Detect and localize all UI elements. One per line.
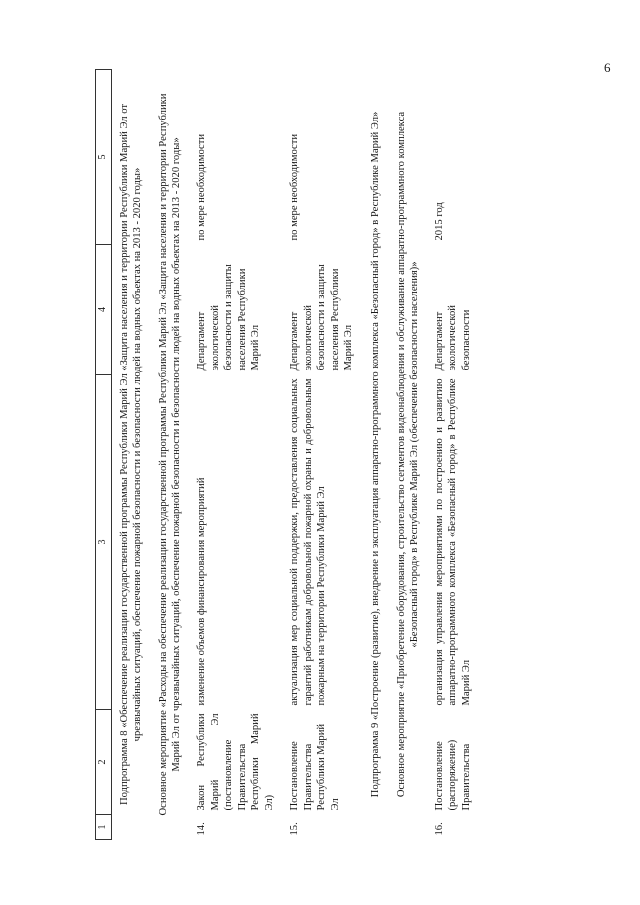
page-number: 6 xyxy=(604,60,611,75)
subprogram-8-title: Подпрограмма 8 «Обеспечение реализации государственной программы Республики Марий Эл «Защита населения и территории Республики Марий Эл от чрезвычайных ситуаций, обеспечение пожарной безопасности и безопасности людей на водных объектах на 2013 - 2020 годы» xyxy=(118,103,144,806)
rotated-page-content xyxy=(95,70,535,840)
row-14-content: изменение объемов финансирования мероприятий xyxy=(195,477,207,706)
row-16-term: 2015 год xyxy=(433,202,445,241)
row-14-term: по мере необходимости xyxy=(195,133,207,241)
column-number-4: 4 xyxy=(96,245,112,375)
table-header-row xyxy=(96,70,112,840)
row-16-document: Постановление (распоряжение) Правительства xyxy=(433,739,472,811)
subprogram-8-row xyxy=(111,70,151,840)
measure-9-title: Основное мероприятие «Приобретение оборудования, строительство сегментов видеонаблюдения и обслуживание аппаратно-программного комплекса «Безопасный город» в Республике Марий Эл (обеспечение безопасности населения)» xyxy=(395,111,421,798)
measure-8-row xyxy=(151,70,190,840)
row-16-content: организация управления мероприятиями по построению и развитию аппаратно-программного комплекса «Безопасный город» в Республике Марий Эл xyxy=(433,378,472,706)
row-15-content: актуализация мер социальной поддержки, предоставления социальных гарантий работникам добровольной пожарной охраны и добровольным пожарным на территории Республики Марий Эл xyxy=(289,378,328,706)
table-row xyxy=(190,70,283,840)
column-number-5: 5 xyxy=(96,70,112,245)
row-15-term: по мере необходимости xyxy=(289,133,301,241)
column-number-2: 2 xyxy=(96,710,112,815)
row-14-executor: Департамент экологической безопасности и защиты населения Республики Марий Эл xyxy=(195,264,262,371)
row-16-executor: Департамент экологической безопасности xyxy=(433,305,472,371)
subprogram-9-row xyxy=(363,70,389,840)
measure-9-row xyxy=(389,70,428,840)
row-15-document: Постановление Правительства Республики Марий Эл xyxy=(289,723,341,811)
column-number-3: 3 xyxy=(96,375,112,710)
subprogram-9-title: Подпрограмма 9 «Построение (развитие), внедрение и эксплуатация аппаратно-программного комплекса «Безопасный город» в Республике Марий Эл» xyxy=(370,111,381,798)
row-15-number: 15. xyxy=(289,822,301,836)
row-16-number: 16. xyxy=(433,822,445,836)
column-number-1: 1 xyxy=(96,815,112,840)
measure-8-title: Основное мероприятие «Расходы на обеспечение реализации государственной программы Республики Марий Эл «Защита населения и территории Республики Марий Эл от чрезвычайных ситуаций, обеспечение пожарной безопасности и безопасности людей на водных объектах на 2013 - 2020 годы» xyxy=(157,93,183,816)
row-15-executor: Департамент экологической безопасности и защиты населения Республики Марий Эл xyxy=(289,264,355,371)
row-14-number: 14. xyxy=(195,822,207,836)
table-row xyxy=(428,70,481,840)
measures-table xyxy=(95,69,480,840)
table-row xyxy=(283,70,363,840)
row-14-document: Закон Республики Марий Эл (постановление Правительства Республики Марий Эл) xyxy=(195,713,275,811)
